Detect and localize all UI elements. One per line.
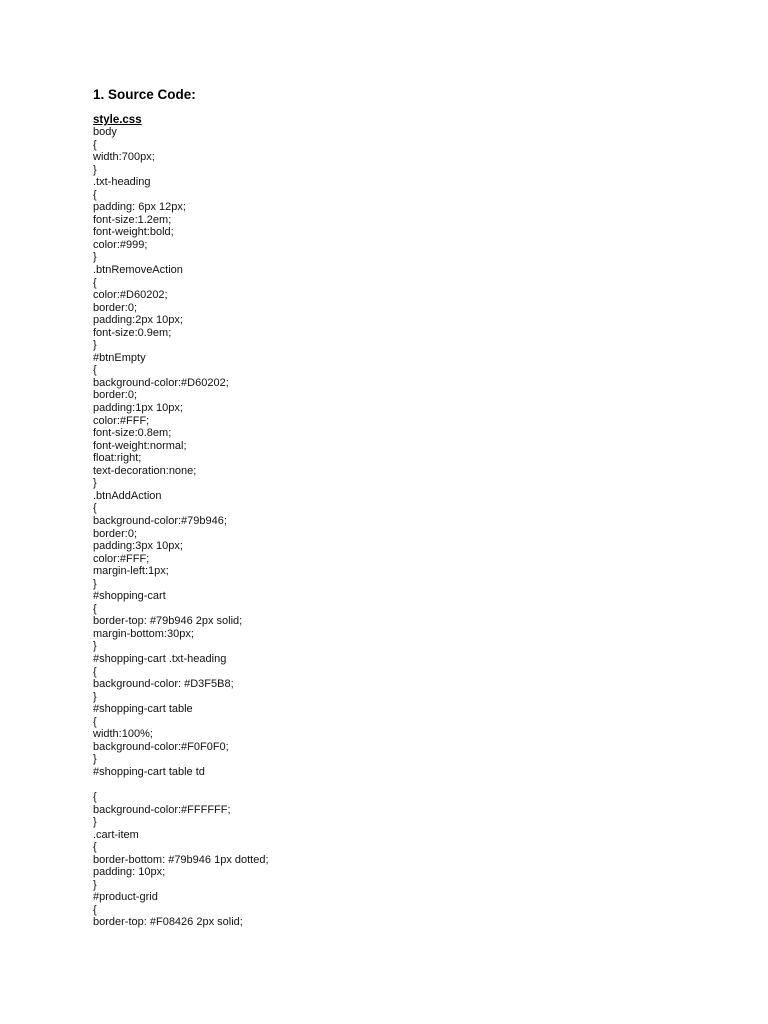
code-line: color:#FFF;	[93, 552, 150, 565]
code-listing	[93, 126, 269, 929]
code-line: padding: 6px 12px;	[93, 201, 186, 214]
code-line: {	[93, 715, 97, 728]
code-line: {	[93, 790, 97, 803]
code-line: padding:3px 10px;	[93, 540, 183, 553]
code-line: font-weight:bold;	[93, 226, 174, 239]
code-line: {	[93, 841, 97, 854]
code-line: color:#FFF;	[93, 414, 150, 427]
code-line: {	[93, 276, 97, 289]
code-line: .txt-heading	[93, 176, 151, 189]
code-line: }	[93, 878, 97, 891]
file-name-heading: style.css	[93, 114, 142, 126]
code-line: font-size:0.8em;	[93, 427, 172, 440]
code-line: }	[93, 477, 97, 490]
code-line: background-color: #D3F5B8;	[93, 678, 234, 691]
code-line: {	[93, 502, 97, 515]
code-line: border:0;	[93, 389, 138, 402]
code-line: {	[93, 903, 97, 916]
code-line: #product-grid	[93, 891, 158, 904]
code-line: padding: 10px;	[93, 866, 166, 879]
code-line: width:700px;	[93, 151, 155, 164]
code-line: }	[93, 640, 97, 653]
code-line: background-color:#F0F0F0;	[93, 740, 229, 753]
code-line: .btnRemoveAction	[93, 264, 183, 277]
code-line: border:0;	[93, 301, 138, 314]
code-line: #shopping-cart table	[93, 703, 193, 716]
code-line: {	[93, 602, 97, 615]
code-line: {	[93, 364, 97, 377]
code-line: #shopping-cart .txt-heading	[93, 652, 227, 665]
code-line: float:right;	[93, 452, 142, 465]
code-line: border-bottom: #79b946 1px dotted;	[93, 853, 269, 866]
code-line: text-decoration:none;	[93, 464, 197, 477]
code-line: border:0;	[93, 527, 138, 540]
code-line: }	[93, 163, 97, 176]
code-line: }	[93, 339, 97, 352]
code-line: {	[93, 665, 97, 678]
code-line: margin-bottom:30px;	[93, 627, 194, 640]
code-line: color:#D60202;	[93, 289, 168, 302]
code-line: }	[93, 251, 97, 264]
code-line: .cart-item	[93, 828, 139, 841]
code-line: #btnEmpty	[93, 351, 146, 364]
code-line: background-color:#FFFFFF;	[93, 803, 231, 816]
code-line: margin-left:1px;	[93, 565, 169, 578]
code-line: background-color:#D60202;	[93, 376, 229, 389]
code-line: padding:2px 10px;	[93, 314, 183, 327]
code-line: }	[93, 690, 97, 703]
section-heading: 1. Source Code:	[93, 87, 196, 102]
code-line: }	[93, 753, 97, 766]
code-line: font-size:1.2em;	[93, 213, 172, 226]
code-line: #shopping-cart	[93, 590, 166, 603]
code-line: {	[93, 138, 97, 151]
code-line: border-top: #F08426 2px solid;	[93, 916, 243, 929]
code-line: font-size:0.9em;	[93, 326, 172, 339]
code-line	[93, 778, 269, 791]
code-line: }	[93, 577, 97, 590]
code-line: }	[93, 816, 97, 829]
code-line: font-weight:normal;	[93, 439, 187, 452]
code-line: border-top: #79b946 2px solid;	[93, 615, 243, 628]
code-line: body	[93, 126, 117, 138]
code-line: color:#999;	[93, 238, 148, 251]
code-line: background-color:#79b946;	[93, 514, 227, 527]
code-line: .btnAddAction	[93, 489, 162, 502]
code-line: width:100%;	[93, 728, 153, 741]
code-line: padding:1px 10px;	[93, 402, 183, 415]
code-line: #shopping-cart table td	[93, 765, 205, 778]
code-line: {	[93, 188, 97, 201]
